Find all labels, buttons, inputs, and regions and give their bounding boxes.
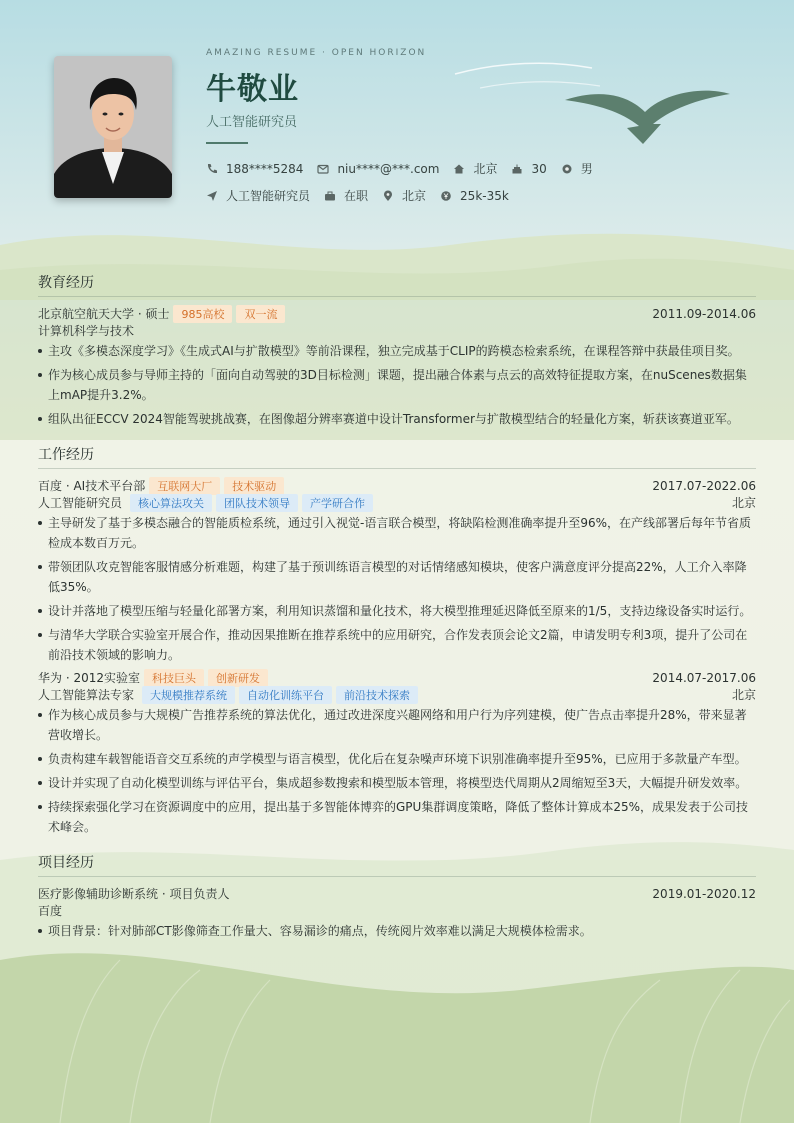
status-text: 在职 (344, 189, 369, 203)
work-date: 2014.07-2017.06 (652, 670, 756, 685)
work-bullets (38, 513, 756, 665)
header-divider (206, 142, 248, 144)
briefcase-icon (324, 190, 336, 202)
projects-title: 项目经历 (38, 852, 756, 877)
avatar-icon (54, 56, 172, 198)
email-icon (317, 163, 329, 175)
list-item: 作为核心成员参与导师主持的「面向自动驾驶的3D目标检测」课题，提出融合体素与点云的高效特征提取方案，在nuScenes数据集上mAP提升3.2%。 (38, 365, 756, 405)
resume-tagline: AMAZING RESUME · OPEN HORIZON (206, 48, 427, 58)
company-tag: 创新研发 (208, 669, 268, 687)
work-entry-header (38, 477, 756, 494)
education-bullets (38, 341, 756, 429)
work-bullets (38, 705, 756, 837)
list-item: 设计并落地了模型压缩与轻量化部署方案，利用知识蒸馏和量化技术，将大模型推理延迟降低至原来的1/5，支持边缘设备实时运行。 (38, 601, 756, 621)
company-name: 百度 · AI技术平台部 (38, 479, 146, 493)
work-title: 工作经历 (38, 444, 756, 469)
phone-text: 188****5284 (226, 161, 304, 176)
bird-decoration-icon (565, 82, 735, 152)
gender-text: 男 (580, 162, 593, 176)
position-tag: 前沿技术探索 (336, 686, 418, 704)
list-item: 负责构建车载智能语音交互系统的声学模型与语言模型，优化后在复杂噪声环境下识别准确率提升至95%，已应用于多款量产车型。 (38, 749, 756, 769)
target-city-text: 北京 (402, 189, 427, 203)
location-icon (382, 190, 394, 202)
projects-section (38, 852, 756, 945)
position-tag: 自动化训练平台 (239, 686, 332, 704)
company-name: 华为 · 2012实验室 (38, 671, 140, 685)
education-date: 2011.09-2014.06 (652, 306, 756, 321)
work-date: 2017.07-2022.06 (652, 478, 756, 493)
work-location: 北京 (731, 496, 756, 510)
list-item: 主导研发了基于多模态融合的智能质检系统，通过引入视觉-语言联合模型，将缺陷检测准确率提升至96%，在产线部署后每年节省质检成本数百万元。 (38, 513, 756, 553)
candidate-role: 人工智能研究员 (206, 115, 298, 130)
position-tag: 大规模推荐系统 (142, 686, 235, 704)
education-entry-header (38, 305, 756, 322)
job-intent-row (206, 187, 523, 204)
education-major-row (38, 322, 756, 339)
target-role-text: 人工智能研究员 (226, 189, 311, 203)
company-tag: 互联网大厂 (149, 477, 220, 495)
list-item: 组队出征ECCV 2024智能驾驶挑战赛，在图像超分辨率赛道中设计Transformer与扩散模型结合的轻量化方案，斩获该赛道亚军。 (38, 409, 756, 429)
education-major: 计算机科学与技术 (38, 324, 135, 338)
work-entry-header (38, 669, 756, 686)
project-org: 百度 (38, 904, 63, 918)
send-icon (206, 190, 218, 202)
candidate-name: 牛敬业 (206, 72, 299, 107)
position-title: 人工智能算法专家 (38, 688, 135, 702)
contact-info-row (206, 160, 607, 177)
position-tag: 核心算法攻关 (130, 494, 212, 512)
project-date: 2019.01-2020.12 (652, 886, 756, 901)
age-text: 30 (531, 161, 547, 176)
gender-icon (561, 163, 573, 175)
project-bullets (38, 921, 756, 941)
project-org-row (38, 902, 756, 919)
work-location: 北京 (731, 688, 756, 702)
education-title: 教育经历 (38, 272, 756, 297)
home-icon (453, 163, 465, 175)
email-text: niu****@***.com (337, 161, 440, 176)
phone-icon (206, 163, 218, 175)
salary-text: 25k-35k (460, 188, 509, 203)
list-item: 主攻《多模态深度学习》《生成式AI与扩散模型》等前沿课程，独立完成基于CLIP的跨模态检索系统，在课程答辩中获最佳项目奖。 (38, 341, 756, 361)
cake-icon (511, 163, 523, 175)
list-item: 与清华大学联合实验室开展合作，推动因果推断在推荐系统中的应用研究，合作发表顶会论文2篇，申请发明专利3项，提升了公司在前沿技术领域的影响力。 (38, 625, 756, 665)
work-position-row (38, 494, 756, 511)
position-title: 人工智能研究员 (38, 496, 123, 510)
position-tag: 团队技术领导 (216, 494, 298, 512)
school-tag: 双一流 (236, 305, 285, 323)
profile-photo (54, 56, 172, 198)
company-tag: 科技巨头 (144, 669, 204, 687)
position-tag: 产学研合作 (302, 494, 373, 512)
list-item: 持续探索强化学习在资源调度中的应用，提出基于多智能体博弈的GPU集群调度策略，降低了整体计算成本25%，成果发表于公司技术峰会。 (38, 797, 756, 837)
project-name: 医疗影像辅助诊断系统 · 项目负责人 (38, 887, 230, 901)
list-item: 项目背景：针对肺部CT影像筛查工作量大、容易漏诊的痛点，传统阅片效率难以满足大规模体检需求。 (38, 921, 756, 941)
city-text: 北京 (473, 162, 498, 176)
salary-icon (440, 190, 452, 202)
work-position-row (38, 686, 756, 703)
list-item: 带领团队攻克智能客服情感分析难题，构建了基于预训练语言模型的对话情绪感知模块，使客户满意度评分提高22%，人工介入率降低35%。 (38, 557, 756, 597)
project-entry-header (38, 885, 756, 902)
list-item: 作为核心成员参与大规模广告推荐系统的算法优化，通过改进深度兴趣网络和用户行为序列建模，使广告点击率提升28%，带来显著营收增长。 (38, 705, 756, 745)
education-section (38, 272, 756, 433)
company-tag: 技术驱动 (224, 477, 284, 495)
work-section (38, 444, 756, 841)
school-tag: 985高校 (173, 305, 232, 323)
list-item: 设计并实现了自动化模型训练与评估平台，集成超参数搜索和模型版本管理，将模型迭代周期从2周缩短至3天，大幅提升研发效率。 (38, 773, 756, 793)
school-name: 北京航空航天大学 · 硕士 (38, 307, 170, 321)
